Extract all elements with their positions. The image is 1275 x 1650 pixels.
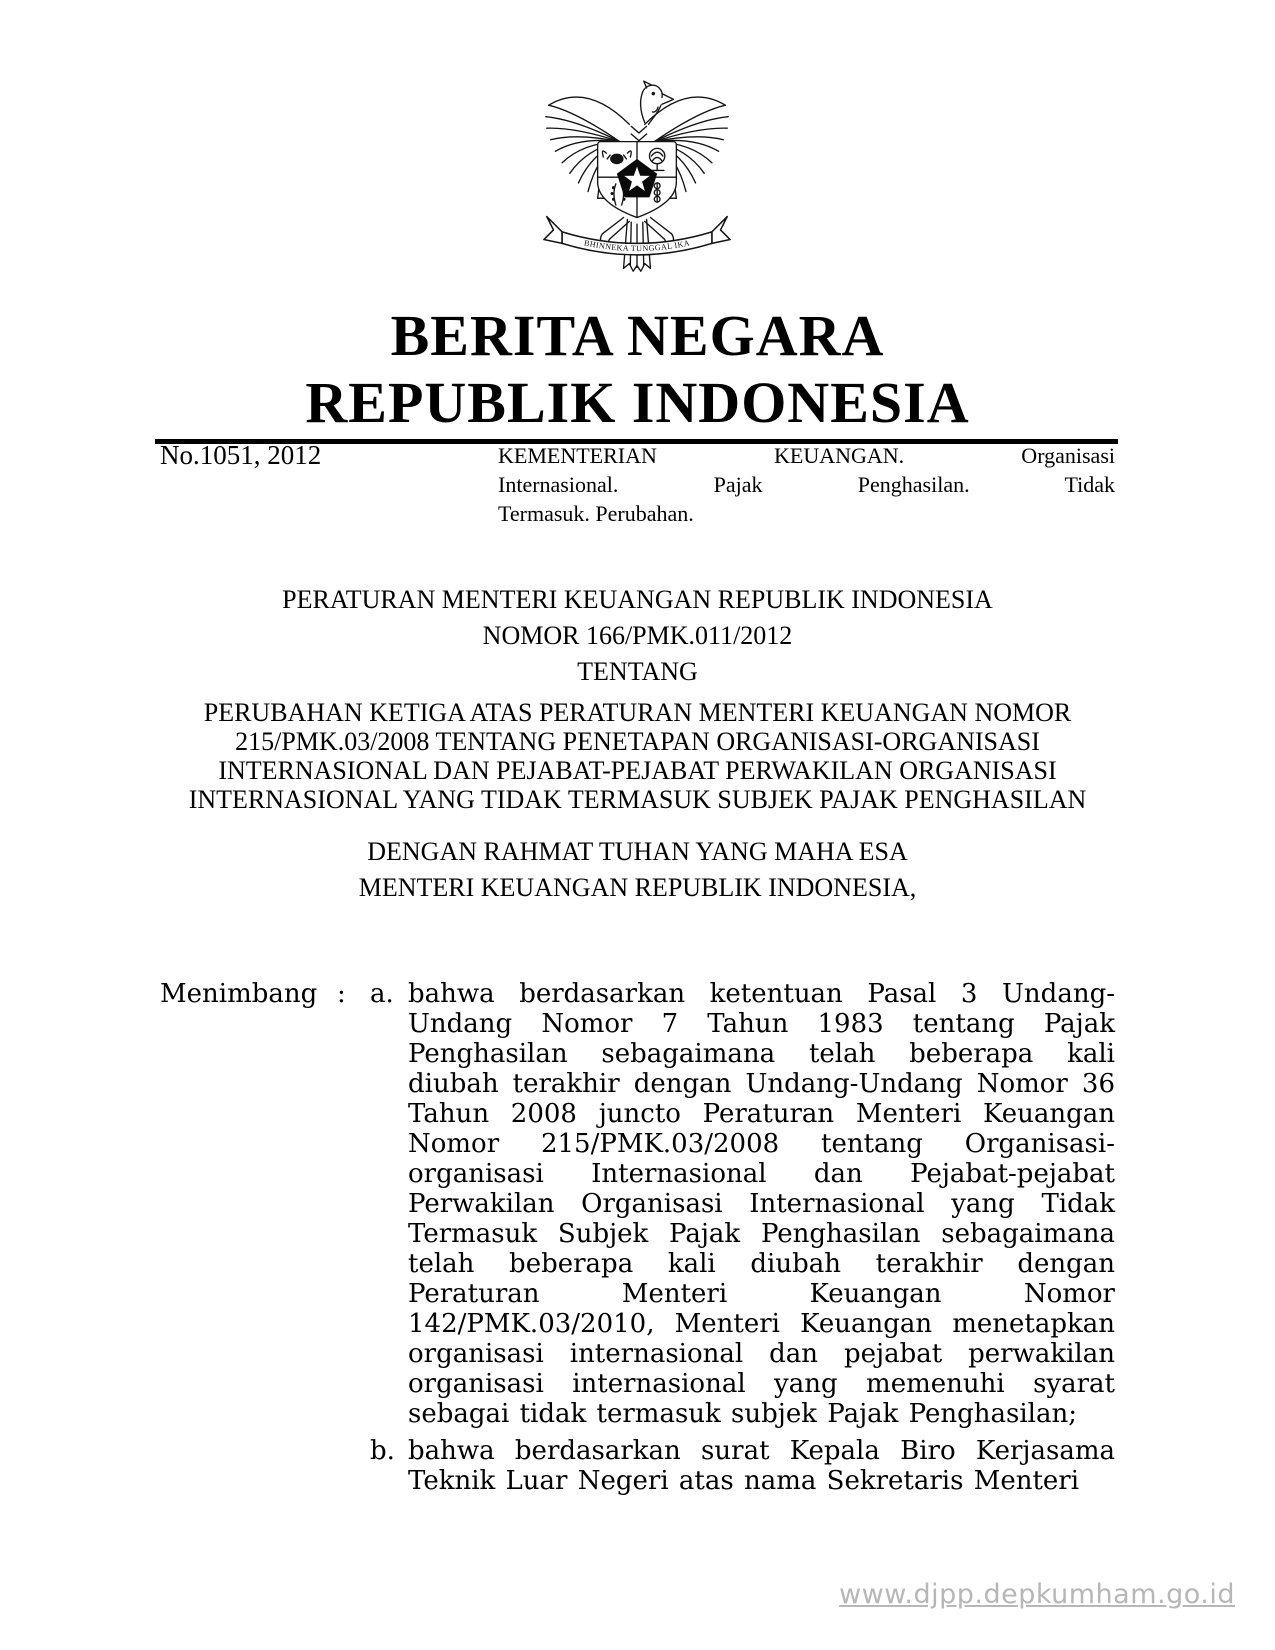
consideration-item-a: [370, 979, 1115, 1429]
pancasila-shield-icon: [598, 142, 677, 218]
motto-text: BHINNEKA TUNGGAL IKA: [583, 238, 691, 254]
considerations-label: Menimbang: [160, 979, 318, 1009]
subject-annotation-line: KEMENTERIAN KEUANGAN. Organisasi: [498, 443, 1115, 468]
regulation-title: PERUBAHAN KETIGA ATAS PERATURAN MENTERI KEUANGAN NOMOR 215/PMK.03/2008 TENTANG PENETAPAN ORGANISASI-ORGANISASI INTERNASIONAL DAN PEJABAT-PEJABAT PERWAKILAN ORGANISASI INTERNASIONAL YANG TIDAK TERMASUK SUBJEK PAJAK PENGHASILAN: [188, 698, 1087, 814]
consideration-item-b: [370, 1436, 1115, 1496]
masthead-line2: REPUBLIK INDONESIA: [305, 370, 970, 435]
eagle-head-icon: [641, 81, 674, 124]
item-marker: b.: [370, 1436, 395, 1466]
about-label: TENTANG: [577, 657, 698, 686]
considerations-section: [160, 979, 1115, 1496]
regulation-number: NOMOR 166/PMK.011/2012: [482, 621, 793, 650]
regulation-heading-block: [160, 582, 1115, 906]
garuda-pancasila-emblem: [541, 80, 733, 282]
invocation-line: DENGAN RAHMAT TUHAN YANG MAHA ESA: [367, 837, 908, 866]
authority-line: MENTERI KEUANGAN REPUBLIK INDONESIA,: [358, 873, 917, 902]
considerations-list: [370, 979, 1115, 1496]
item-text: bahwa berdasarkan surat Kepala Biro Kerjasama Teknik Luar Negeri atas nama Sekretaris Menteri: [408, 1436, 1115, 1496]
watermark-url: www.djpp.depkumham.go.id: [839, 1579, 1235, 1610]
item-text: bahwa berdasarkan ketentuan Pasal 3 Undang-Undang Nomor 7 Tahun 1983 tentang Pajak Penghasilan sebagaimana telah beberapa kali diubah terakhir dengan Undang-Undang Nomor 36 Tahun 2008 juncto Peraturan Menteri Keuangan Nomor 215/PMK.03/2008 tentang Organisasi-organisasi Internasional dan Pejabat-pejabat Perwakilan Organisasi Internasional yang Tidak Termasuk Subjek Pajak Penghasilan sebagaimana telah beberapa kali diubah terakhir dengan Peraturan Menteri Keuangan Nomor 142/PMK.03/2010, Menteri Keuangan menetapkan organisasi internasional dan pejabat perwakilan organisasi internasional yang memenuhi syarat sebagai tidak termasuk subjek Pajak Penghasilan;: [408, 979, 1115, 1429]
item-marker: a.: [370, 979, 394, 1009]
gazette-header-row: [160, 441, 1115, 528]
subject-annotation: [498, 441, 1115, 528]
masthead-line1: BERITA NEGARA: [390, 303, 885, 368]
masthead: [0, 302, 1275, 436]
issue-number: No.1051, 2012: [160, 440, 322, 470]
considerations-colon: :: [337, 979, 346, 1009]
neck-feathers-icon: [631, 126, 646, 133]
subject-annotation-line: Internasional. Pajak Penghasilan. Tidak: [498, 472, 1115, 497]
subject-annotation-line: Termasuk. Perubahan.: [498, 501, 694, 526]
regulation-heading: PERATURAN MENTERI KEUANGAN REPUBLIK INDONESIA: [282, 585, 993, 614]
